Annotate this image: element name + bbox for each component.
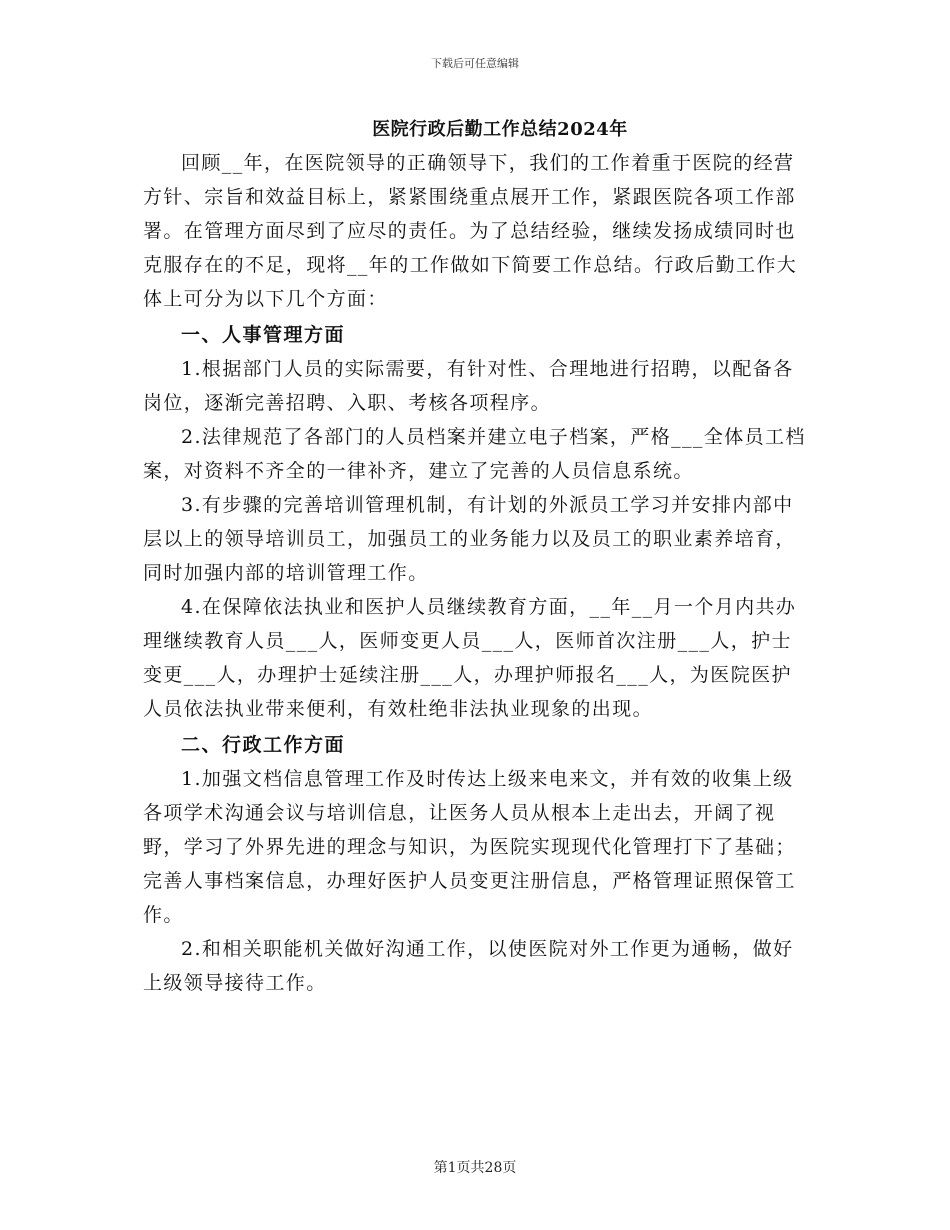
paragraph-personnel-2: 2.法律规范了各部门的人员档案并建立电子档案，严格___全体员工档案，对资料不齐全的一律补齐，建立了完善的人员信息系统。 [143, 426, 806, 482]
paragraph-admin-2: 2.和相关职能机关做好沟通工作，以使医院对外工作更为通畅，做好上级领导接待工作。 [143, 938, 794, 994]
paragraph-personnel-3: 3.有步骤的完善培训管理机制，有计划的外派员工学习并安排内部中层以上的领导培训员工，加强员工的业务能力以及员工的职业素养培育，同时加强内部的培训管理工作。 [143, 494, 796, 584]
section-heading-admin: 二、行政工作方面 [181, 734, 346, 756]
paragraph-personnel-4: 4.在保障依法执业和医护人员继续教育方面，__年__月一个月内共办理继续教育人员___人，医师变更人员___人，医师首次注册___人，护士变更___人，办理护士延续注册___人，办理护师报名___人，为医院医护人员依法执业带来便利，有效杜绝非法执业现象的出现。 [143, 596, 797, 720]
paragraph-admin-1: 1.加强文档信息管理工作及时传达上级来电来文，并有效的收集上级各项学术沟通会议与培训信息，让医务人员从根本上走出去，开阔了视野，学习了外界先进的理念与知识，为医院实现现代化管理打下了基础；完善人事档案信息，办理好医护人员变更注册信息，严格管理证照保管工作。 [143, 768, 796, 926]
paragraph-intro: 回顾__年，在医院领导的正确领导下，我们的工作着重于医院的经营方针、宗旨和效益目标上，紧紧围绕重点展开工作，紧跟医院各项工作部署。在管理方面尽到了应尽的责任。为了总结经验，继续发扬成绩同时也克服存在的不足，现将__年的工作做如下简要工作总结。行政后勤工作大体上可分为以下几个方面： [143, 152, 798, 310]
header-note: 下载后可任意编辑 [431, 57, 519, 70]
section-heading-personnel: 一、人事管理方面 [181, 324, 346, 346]
document-title: 医院行政后勤工作总结2024年 [372, 119, 628, 140]
page-number-footer: 第1页共28页 [433, 1160, 517, 1176]
paragraph-personnel-1: 1.根据部门人员的实际需要，有针对性、合理地进行招聘，以配备各岗位，逐渐完善招聘、入职、考核各项程序。 [143, 358, 794, 414]
document-body [143, 146, 811, 1000]
